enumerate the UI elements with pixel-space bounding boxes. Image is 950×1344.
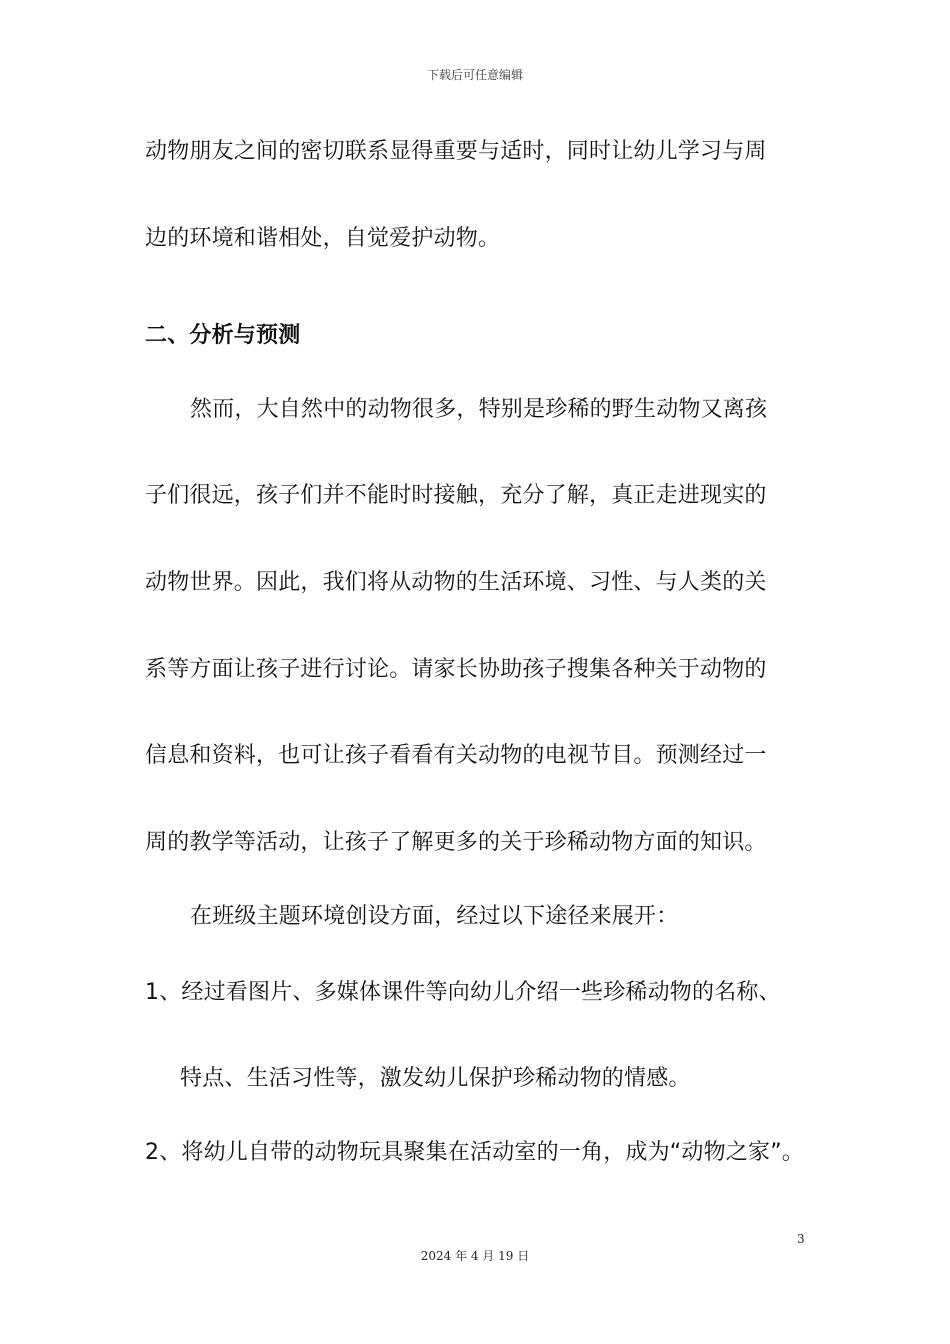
section-heading: 二、分析与预测 [145, 323, 301, 348]
footer-date: 2024 年 4 月 19 日 [420, 1249, 530, 1263]
body-text-line: 动物朋友之间的密切联系显得重要与适时，同时让幼儿学习与周 [145, 139, 767, 164]
list-item-line: 2、将幼儿自带的动物玩具聚集在活动室的一角，成为“动物之家”。 [145, 1140, 804, 1165]
paragraph-line: 信息和资料，也可让孩子看看有关动物的电视节目。预测经过一 [145, 743, 767, 768]
paragraph-line: 子们很远，孩子们并不能时时接触，充分了解，真正走进现实的 [145, 483, 767, 508]
body-text-line: 边的环境和谐相处，自觉爱护动物。 [145, 226, 501, 251]
paragraph-line: 然而，大自然中的动物很多，特别是珍稀的野生动物又离孩 [190, 397, 768, 422]
paragraph-line: 在班级主题环境创设方面，经过以下途径来展开： [190, 904, 679, 929]
list-item-line: 1、经过看图片、多媒体课件等向幼儿介绍一些珍稀动物的名称、 [145, 980, 781, 1005]
page-header: 下载后可任意编辑 [426, 68, 523, 82]
paragraph-line: 动物世界。因此，我们将从动物的生活环境、习性、与人类的关 [145, 570, 767, 595]
page-number: 3 [797, 1232, 805, 1246]
paragraph-line: 周的教学等活动，让孩子了解更多的关于珍稀动物方面的知识。 [145, 830, 767, 855]
paragraph-line: 系等方面让孩子进行讨论。请家长协助孩子搜集各种关于动物的 [145, 657, 767, 682]
list-item-line: 特点、生活习性等，激发幼儿保护珍稀动物的情感。 [180, 1066, 691, 1091]
